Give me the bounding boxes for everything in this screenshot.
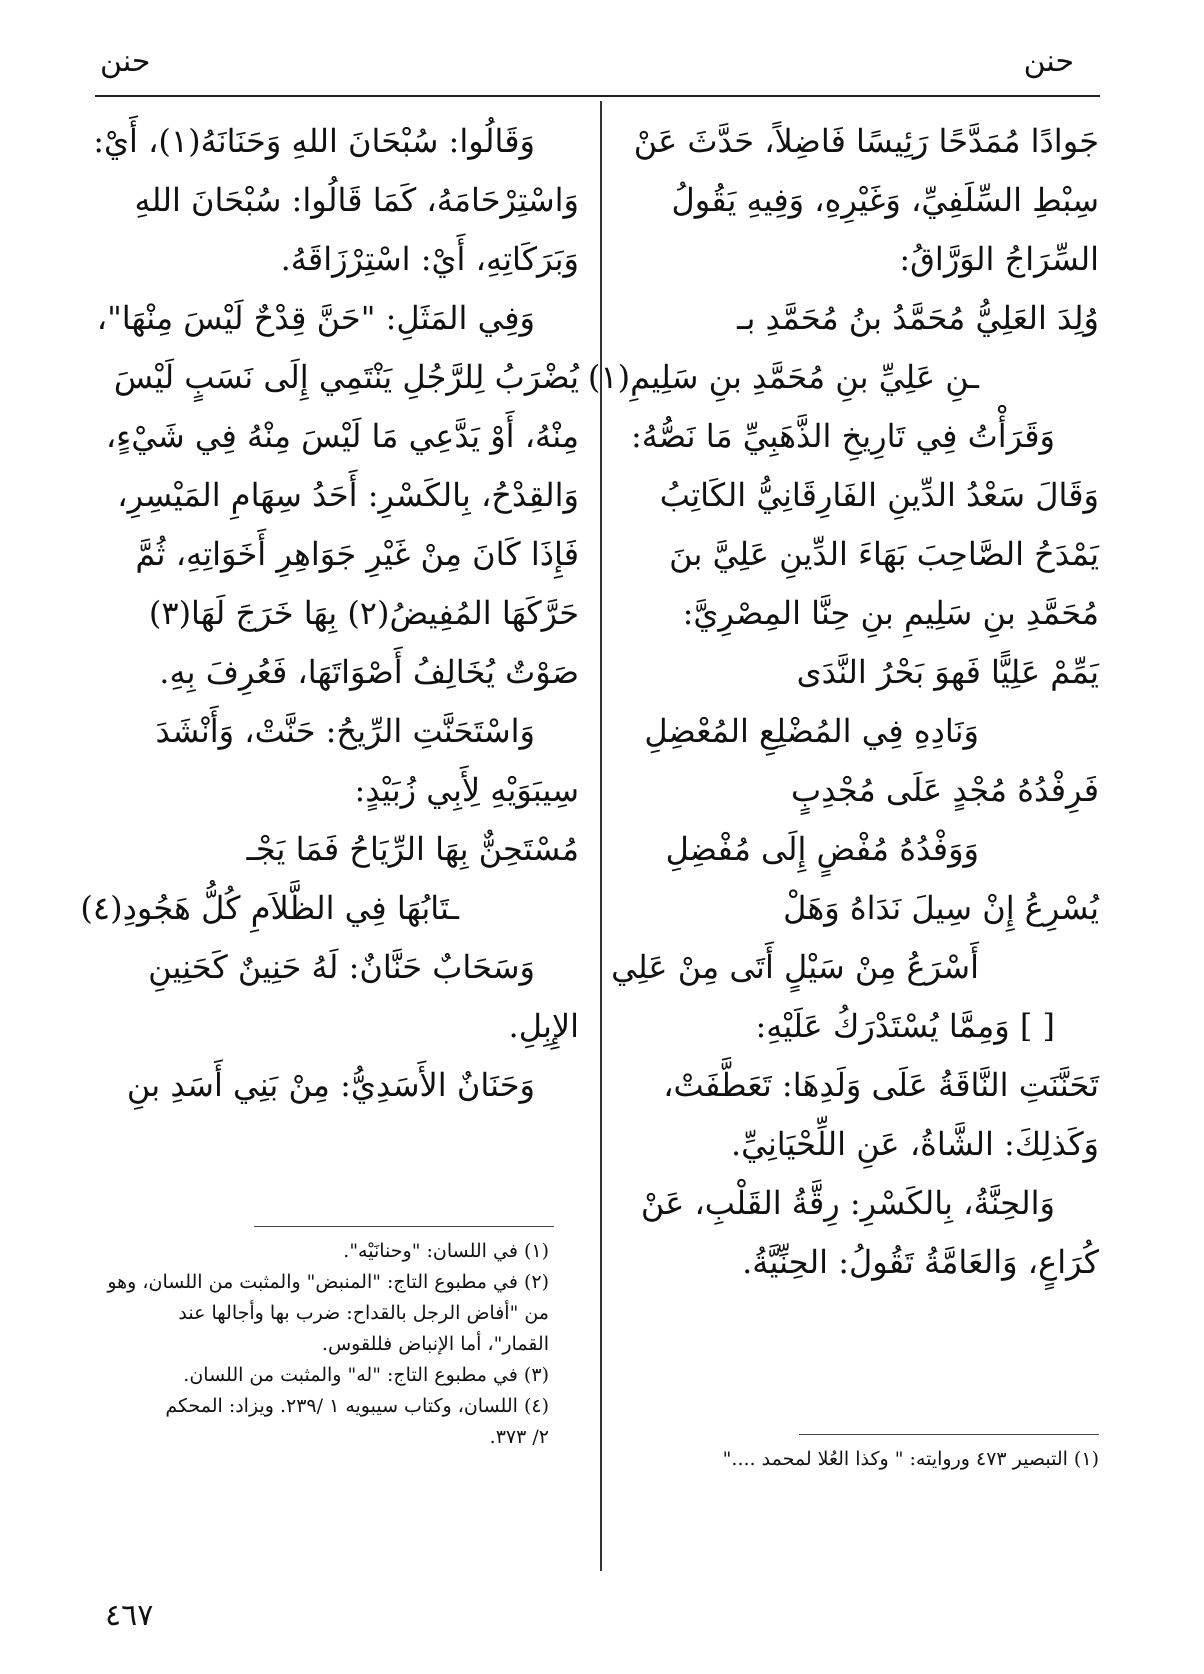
footnote: (٢) في مطبوع التاج: "المنبض" والمثبت من اللسان، وهو (107, 1271, 549, 1293)
text-line: وَقَالُوا: سُبْحَانَ اللهِ وَحَنَانَهُ(١)، أَيْ: (93, 122, 535, 160)
footnote: (١) في اللسان: "وحنانَيْه". (343, 1240, 549, 1262)
text-line: سِبْطِ السِّلَفِيِّ، وَغَيْرِهِ، وَفِيهِ يَقُولُ (671, 181, 1099, 219)
text-line: سِيبَوَيْهِ لِأَبِي زُبَيْدٍ: (354, 771, 579, 809)
footnote: (٣) في مطبوع التاج: "له" والمثبت من اللسان. (183, 1364, 549, 1386)
page-number: ٤٦٧ (105, 1598, 154, 1633)
text-line: تَحَنَّنَتِ النَّاقَةُ عَلَى وَلَدِهَا: تَعَطَّفَتْ، (663, 1066, 1099, 1104)
text-line: وَالحِنَّةُ، بِالكَسْرِ: رِقَّةُ القَلْبِ، عَنْ (640, 1184, 1055, 1222)
footnotes-left (99, 1236, 549, 1453)
text-line: يُضْرَبُ لِلرَّجُلِ يَنْتَمِي إِلَى نَسَبٍ لَيْسَ (113, 358, 579, 396)
footnote: من "أفاض الرجل بالقداح: ضرب بها وأجالها عند (178, 1302, 549, 1324)
text-line: صَوْتٌ يُخَالِفُ أَصْوَاتَهَا، فَعُرِفَ بِهِ. (159, 653, 579, 691)
verse-line: وُلِدَ العَلِيُّ مُحَمَّدُ بنُ مُحَمَّدِ بـ (737, 299, 1099, 337)
left-column (80, 112, 579, 1115)
verse-line: وَنَادِهِ فِي المُضْلِعِ المُعْضِلِ (644, 712, 979, 750)
text-line: وَقَالَ سَعْدُ الدِّينِ الفَارِقَانِيُّ الكَاتِبُ (659, 476, 1099, 514)
text-line: يَمْدَحُ الصَّاحِبَ بَهَاءَ الدِّينِ عَلِيَّ بنَ (669, 535, 1099, 573)
header-left-word: حنن (100, 44, 151, 79)
text-line: مُحَمَّدِ بنِ سَلِيمِ بنِ حِنَّا المِصْرِيَّ: (682, 594, 1099, 632)
verse-line: فَرِفْدُهُ مُجْدٍ عَلَى مُجْدِبٍ (791, 771, 1099, 809)
footnote-rule-left (254, 1226, 554, 1227)
verse-line: مُسْتَحِنٌّ بِهَا الرِّيَاحُ فَمَا يَجْـ (246, 830, 579, 868)
verse-line: يَمِّمْ عَلِيًّا فَهوَ بَحْرُ النَّدَى (796, 653, 1099, 691)
text-line: مِنْهُ، أَوْ يَدَّعِي مَا لَيْسَ مِنْهُ فِي شَيْءٍ، (105, 417, 579, 455)
footnote: ٢/ ٣٧٣. (489, 1426, 549, 1448)
footnotes-right (624, 1444, 1099, 1475)
footnote-rule-right (799, 1434, 1099, 1435)
text-line: جَوادًا مُمَدَّحًا رَئِيسًا فَاضِلاً، حَدَّثَ عَنْ (633, 122, 1099, 160)
column-divider (600, 101, 602, 1571)
verse-line: أَسْرَعُ مِنْ سَيْلٍ أَتَى مِنْ عَلِي (611, 948, 979, 986)
text-line: فَإِذَا كَانَ مِنْ غَيْرِ جَوَاهِرِ أَخَوَاتِهِ، ثُمَّ (135, 535, 579, 573)
header-rule (95, 95, 1100, 97)
text-line: وَكَذلِكَ: الشَّاةُ، عَنِ اللِّحْيَانِيِّ. (730, 1125, 1099, 1163)
text-line: وَاسْتِرْحَامَهُ، كَمَا قَالُوا: سُبْحَانَ اللهِ (134, 181, 579, 219)
footnote: (١) التبصير ٤٧٣ وروايته: " وكذا العُلا لمحمد ...." (722, 1448, 1099, 1470)
text-line: وَسَحَابٌ حَنَّانٌ: لَهُ حَنِينٌ كَحَنِينِ (148, 948, 535, 986)
footnote: (٤) اللسان، وكتاب سيبويه ١ /٢٣٩. ويزاد: المحكم (165, 1395, 549, 1417)
verse-line: وَوَفْدُهُ مُفْضٍ إِلَى مُفْضِلِ (665, 830, 979, 868)
text-line: السِّرَاجُ الوَرَّاقُ: (899, 240, 1099, 278)
text-line: وَالقِدْحُ، بِالكَسْرِ: أَحَدُ سِهَامِ المَيْسِرِ، (117, 476, 579, 514)
text-line: حَرَّكَهَا المُفِيضُ(٢) بِهَا خَرَجَ لَهَا(٣) (148, 594, 579, 632)
text-line: وَفِي المَثَلِ: "حَنَّ قِدْحٌ لَيْسَ مِنْهَا"، (96, 299, 535, 337)
text-line: [ ] وَمِمَّا يُسْتَدْرَكُ عَلَيْهِ: (755, 1007, 1055, 1045)
right-column (587, 112, 1099, 1292)
footnote: القمار"، أما الإنباض فللقوس. (321, 1333, 549, 1355)
text-line: وَبَرَكَاتِهِ، أَيْ: اسْتِرْزَاقَهُ. (280, 240, 579, 278)
text-line: الإِبِلِ. (508, 1007, 579, 1045)
text-line: كُرَاعٍ، وَالعَامَّةُ تَقُولُ: الحِنِّيَّةُ. (742, 1243, 1099, 1281)
text-line: وَقَرَأْتُ فِي تَارِيخِ الذَّهَبِيِّ مَا نَصُّهُ: (630, 417, 1055, 455)
text-line: وَحَنَانٌ الأَسَدِيُّ: مِنْ بَنِي أَسَدِ بنِ (126, 1066, 535, 1104)
text-line: وَاسْتَحَنَّتِ الرِّيحُ: حَنَّتْ، وَأَنْشَدَ (155, 712, 535, 750)
verse-line: ـتَابُهَا فِي الظَّلاَمِ كُلُّ هَجُودِ(٤) (80, 889, 459, 927)
verse-line: يُسْرِعُ إِنْ سِيلَ نَدَاهُ وَهَلْ (783, 889, 1099, 927)
verse-line: ـنِ عَلِيِّ بنِ مُحَمَّدِ بنِ سَلِيمِ(١) (587, 358, 979, 396)
header-right-word: حنن (1023, 44, 1074, 79)
